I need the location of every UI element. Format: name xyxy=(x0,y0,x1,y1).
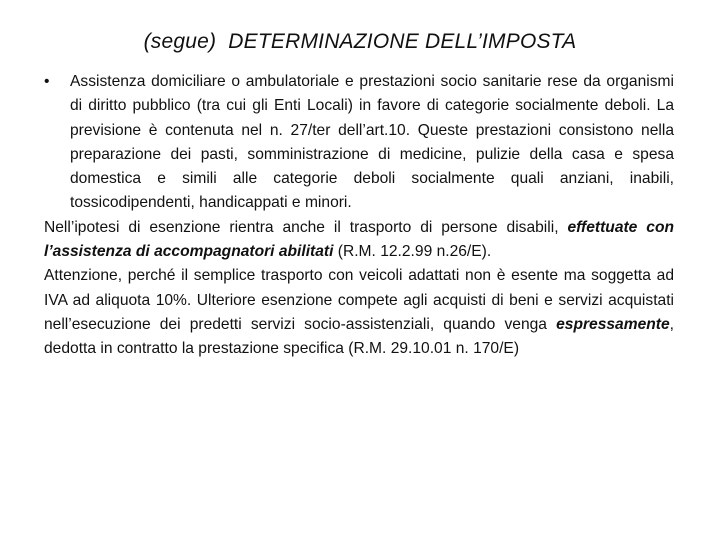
para2-end: , dedotta in contratto la prestazione specifica (R.M. 29.10.01 n. 170/E) xyxy=(44,315,674,358)
slide-body xyxy=(44,70,674,362)
para1-start: Nell’ipotesi di esenzione rientra anche il trasporto di persone disabili, xyxy=(44,218,568,236)
para2-start: Attenzione, perché il semplice trasporto con veicoli adattati non è esente ma soggetta ad IVA ad aliquota 10%. Ulteriore esenzione compete agli acquisti di beni e servizi acquistati nell’esecuzione dei predetti servizi socio-assistenziali, quando venga xyxy=(44,267,674,333)
para1-emphasis: effettuate con l’assistenza di accompagnatori abilitati xyxy=(44,218,674,261)
bullet-item xyxy=(44,70,674,216)
paragraph-attention xyxy=(44,264,674,361)
title-prefix: (segue) xyxy=(143,30,217,53)
paragraph-transport xyxy=(44,216,674,265)
bullet-text: Assistenza domiciliare o ambulatoriale e prestazioni socio sanitarie rese da organismi di diritto pubblico (tra cui gli Enti Locali) in favore di categorie socialmente deboli. La previsione è contenuta nel n. 27/ter dell’art.10. Queste prestazioni consistono nella preparazione dei pasti, somministrazione di medicine, pulizie della casa e spesa domestica e simili alle categorie deboli socialmente quali anziani, inabili, tossicodipendenti, handicappati e minori. xyxy=(70,73,674,212)
slide-title xyxy=(0,30,720,54)
para1-end: (R.M. 12.2.99 n.26/E). xyxy=(333,243,492,261)
title-main: DETERMINAZIONE DELL’IMPOSTA xyxy=(228,30,577,53)
bullet-dot: • xyxy=(44,73,50,90)
para2-emphasis: espressamente xyxy=(556,315,670,333)
